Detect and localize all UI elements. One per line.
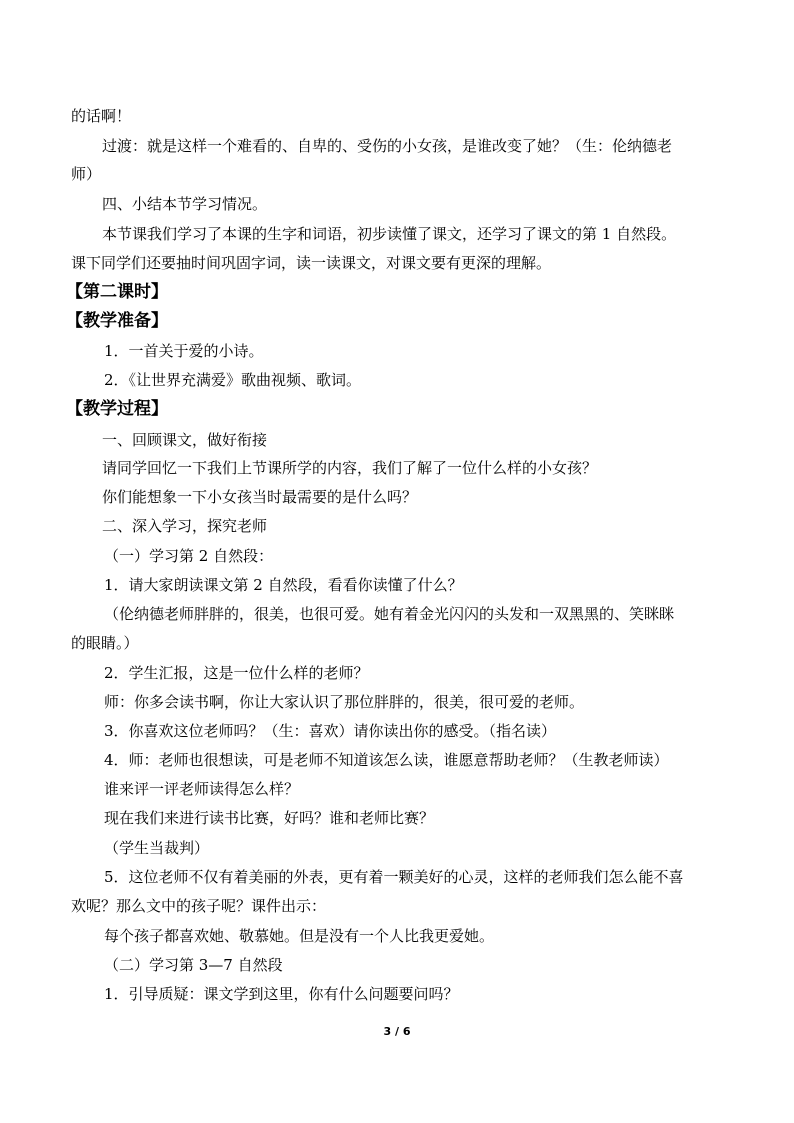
text-line: 现在我们来进行读书比赛，好吗？谁和老师比赛？ <box>104 809 435 827</box>
list-item: 1．引导质疑：课文学到这里，你有什么问题要问吗？ <box>104 985 459 1003</box>
list-item: 1．请大家朗读课文第 2 自然段，看看你读懂了什么？ <box>104 576 463 594</box>
text-line: 的话啊！ <box>71 107 132 125</box>
section-heading: 一、回顾课文，做好衔接 <box>102 431 268 449</box>
text-line: 你们能想象一下小女孩当时最需要的是什么吗？ <box>102 488 418 506</box>
page-number: 3 / 6 <box>383 1025 411 1038</box>
text-line: 谁来评一评老师读得怎么样？ <box>104 780 300 798</box>
list-item: 2．《让世界充满爱》歌曲视频、歌词。 <box>104 371 362 389</box>
sub-heading: （二）学习第 3—7 自然段 <box>104 956 283 974</box>
bold-heading: 【教学准备】 <box>66 311 168 331</box>
text-line: 的眼睛。） <box>71 634 139 652</box>
bold-heading: 【第二课时】 <box>66 282 168 302</box>
section-heading: 二、深入学习，探究老师 <box>102 517 268 535</box>
text-line: 过渡：就是这样一个难看的、自卑的、受伤的小女孩，是谁改变了她？（生：伦纳德老 <box>102 137 673 155</box>
list-item: 5．这位老师不仅有着美丽的外表，更有着一颗美好的心灵，这样的老师我们怎么能不喜 <box>104 868 684 886</box>
text-line: （学生当裁判） <box>104 839 210 857</box>
text-line: 师：你多会读书啊，你让大家认识了那位胖胖的，很美，很可爱的老师。 <box>104 693 585 711</box>
text-line: 请同学回忆一下我们上节课所学的内容，我们了解了一位什么样的小女孩？ <box>102 459 598 477</box>
list-item: 4．师：老师也很想读，可是老师不知道该怎么读，谁愿意帮助老师？（生教老师读） <box>104 751 669 769</box>
text-line: 课下同学们还要抽时间巩固字词，读一读课文，对课文要有更深的理解。 <box>71 254 552 272</box>
bold-heading: 【教学过程】 <box>66 399 168 419</box>
list-item: 2．学生汇报，这是一位什么样的老师？ <box>104 664 369 682</box>
text-line: 师） <box>71 165 102 183</box>
list-item: 3．你喜欢这位老师吗？（生：喜欢）请你读出你的感受。（指名读） <box>104 722 557 740</box>
text-line: 本节课我们学习了本课的生字和词语，初步读懂了课文，还学习了课文的第 1 自然段。 <box>102 225 677 243</box>
text-line: 欢呢？那么文中的孩子呢？课件出示： <box>71 897 327 915</box>
text-line: （伦纳德老师胖胖的，很美，也很可爱。她有着金光闪闪的头发和一双黑黑的、笑眯眯 <box>104 605 675 623</box>
section-heading: 四、小结本节学习情况。 <box>102 195 268 213</box>
list-item: 1．一首关于爱的小诗。 <box>104 342 264 360</box>
quote-line: 每个孩子都喜欢她、敬慕她。但是没有一个人比我更爱她。 <box>104 927 495 945</box>
sub-heading: （一）学习第 2 自然段： <box>104 547 274 565</box>
